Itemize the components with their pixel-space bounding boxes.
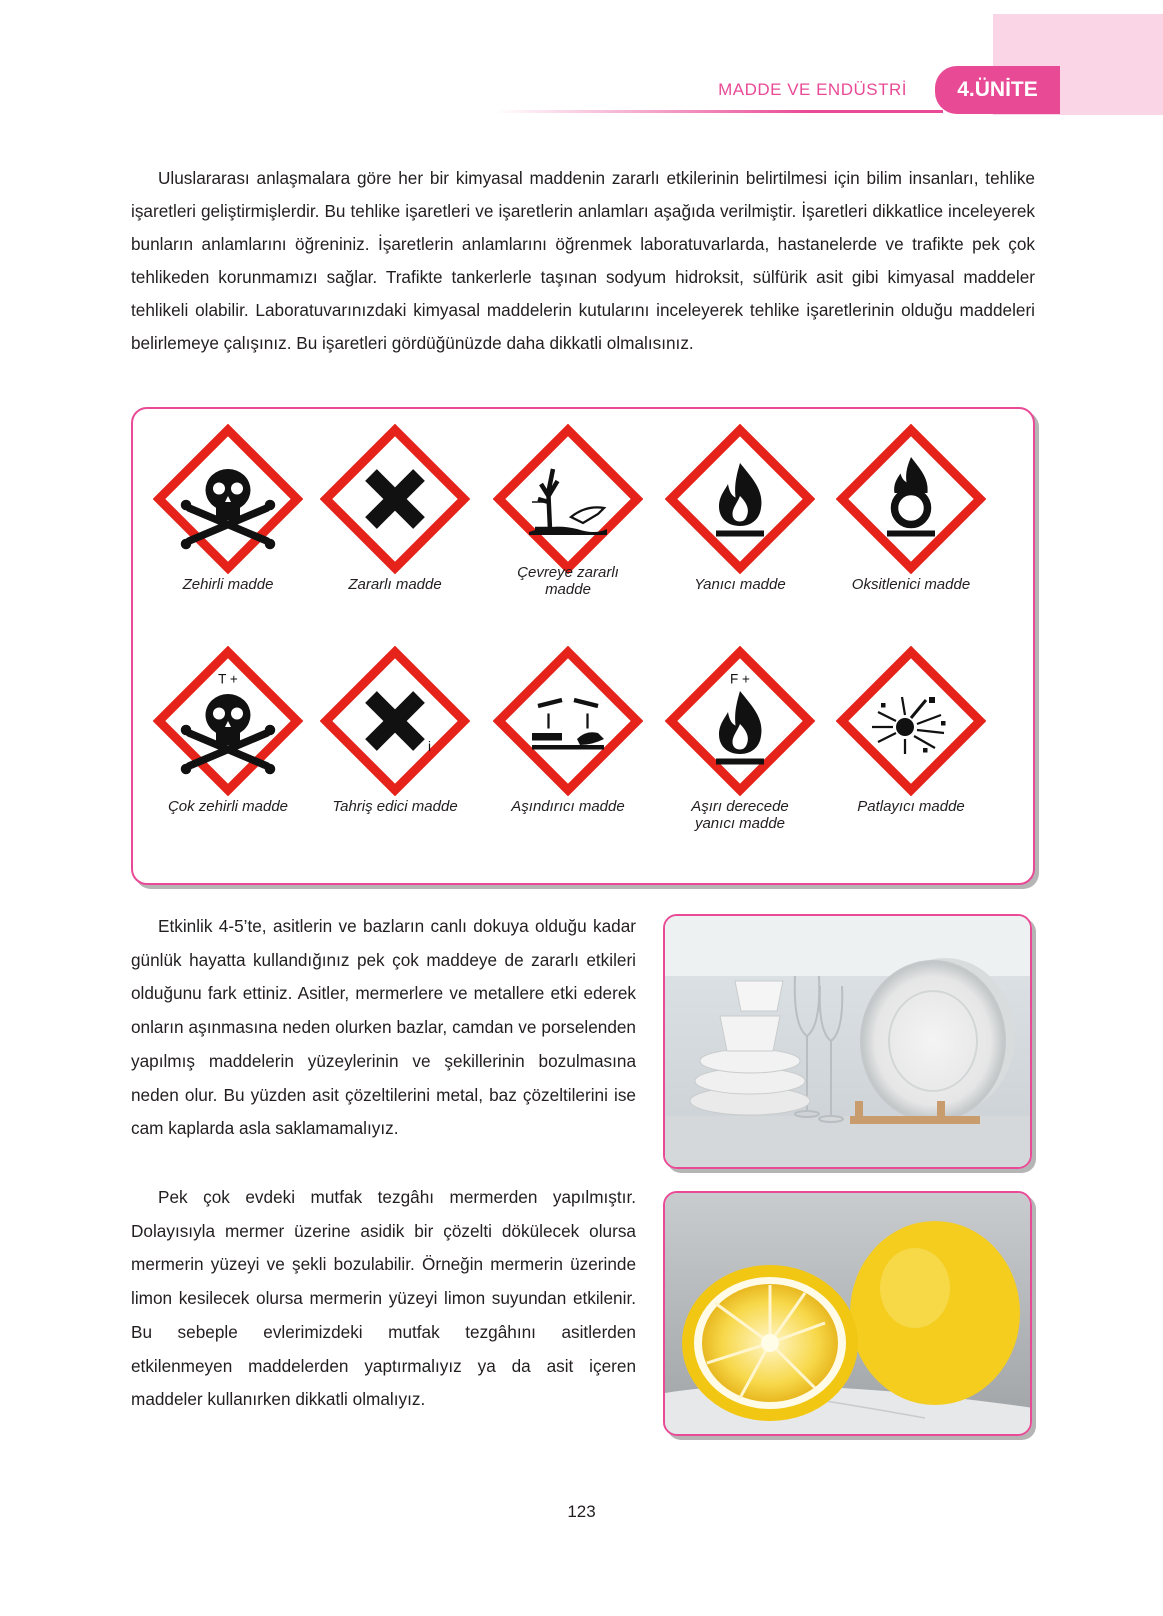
skull-crossbones-icon xyxy=(153,424,303,574)
page-number: 123 xyxy=(567,1502,596,1521)
intro-paragraph: Uluslararası anlaşmalara göre her bir kimyasal maddenin zararlı etkilerinin belirtilmesi için bilim insanları, tehlike işaretleri geliştirmişlerdir. Bu tehlike işaretleri ve işaretlerin anlamları aşağıda verilmiştir. İşaretleri dikkatlice inceleyerek bunların anlamlarını öğreniniz. İşaretlerin anlamlarını öğrenmek laboratuvarlarda, hastanelerde ve trafikte pek çok tehlikeden korunmamızı sağlar. Trafikte tankerlerle taşınan sodyum hidroksit, sülfürik asit gibi kimyasal maddeler tehlikeli olabilir. Laboratuvarınızdaki kimyasal maddelerin kutularını inceleyerek tehlike işaretlerinin olduğu maddeleri belirlemeye çalışınız. Bu işaretleri gördüğünüzde daha dikkatli olmalısınız. xyxy=(131,168,1035,353)
exploding-bomb-icon xyxy=(836,646,986,796)
unit-badge: 4.ÜNİTE xyxy=(935,66,1060,114)
paragraph-acids-bases: Etkinlik 4-5’te, asitlerin ve bazların canlı dokuya olduğu kadar günlük hayatta kullandığınız pek çok maddeye de zararlı etkileri olduğunu fark ettiniz. Asitler, mermerlere ve metallere etki ederek onların aşınmasına neden olurken bazlar, camdan ve porselenden yapılmış maddelerin yüzeylerinin ve şekillerinin bozulmasına neden olur. Bu yüzden asit çözeltilerini metal, baz çözeltilerini ise cam kaplarda asla saklamamalıyız. xyxy=(131,916,636,1139)
hazard-harmful xyxy=(305,424,485,593)
hazard-very-toxic xyxy=(138,646,318,815)
section-title: MADDE VE ENDÜSTRİ xyxy=(718,80,907,99)
hazard-caption: Tahriş edici madde xyxy=(332,798,458,815)
hazard-symbols-panel xyxy=(131,407,1035,885)
hazard-caption: Yanıcı madde xyxy=(694,576,786,593)
flame-icon xyxy=(665,646,815,796)
skull-crossbones-icon xyxy=(153,646,303,796)
hazard-mark: i xyxy=(428,739,431,754)
paragraph-marble-counter: Pek çok evdeki mutfak tezgâhı mermerden yapılmıştır. Dolayısıyla mermer üzerine asidik bir çözelti dökülecek olursa mermerin yüzeyi ve şekli bozulabilir. Örneğin mermerin üzerinde limon kesilecek olursa mermerin yüzeyi limon suyundan etkilenir. Bu sebeple evlerimizdeki mutfak tezgâhını asitlerden etkilenmeyen maddelerden yaptırmalıyız ya da asit içeren maddeler kullanırken dikkatli olmalıyız. xyxy=(131,1187,636,1410)
flame-over-circle-icon xyxy=(836,424,986,574)
hazard-extremely-flammable xyxy=(650,646,830,832)
hazard-environment xyxy=(478,424,658,598)
x-cross-icon xyxy=(320,424,470,574)
hazard-caption: Oksitlenici madde xyxy=(851,576,971,593)
hazard-toxic xyxy=(138,424,318,593)
hazard-caption: Aşırı derecede yanıcı madde xyxy=(691,798,789,832)
lemon-photo xyxy=(663,1191,1032,1436)
environment-hazard-icon xyxy=(493,424,643,574)
hazard-mark: T + xyxy=(218,671,238,687)
hazard-mark: F + xyxy=(730,671,750,687)
header-rule xyxy=(495,110,943,113)
flame-icon xyxy=(665,424,815,574)
cut-lemon-on-marble-image xyxy=(665,1193,1032,1436)
hazard-oxidizing xyxy=(821,424,1001,593)
hazard-flammable xyxy=(650,424,830,593)
corrosion-icon xyxy=(493,646,643,796)
hazard-caption: Zararlı madde xyxy=(348,576,442,593)
hazard-explosive xyxy=(821,646,1001,815)
porcelain-and-glassware-image xyxy=(665,916,1032,1169)
hazard-caption: Patlayıcı madde xyxy=(857,798,965,815)
hazard-corrosive xyxy=(478,646,658,815)
hazard-caption: Zehirli madde xyxy=(182,576,274,593)
hazard-caption: Çevreye zararlı madde xyxy=(517,564,619,598)
hazard-caption: Çok zehirli madde xyxy=(167,798,289,815)
hazard-caption: Aşındırıcı madde xyxy=(511,798,625,815)
x-cross-icon xyxy=(320,646,470,796)
dishes-photo xyxy=(663,914,1032,1169)
hazard-irritant xyxy=(305,646,485,815)
